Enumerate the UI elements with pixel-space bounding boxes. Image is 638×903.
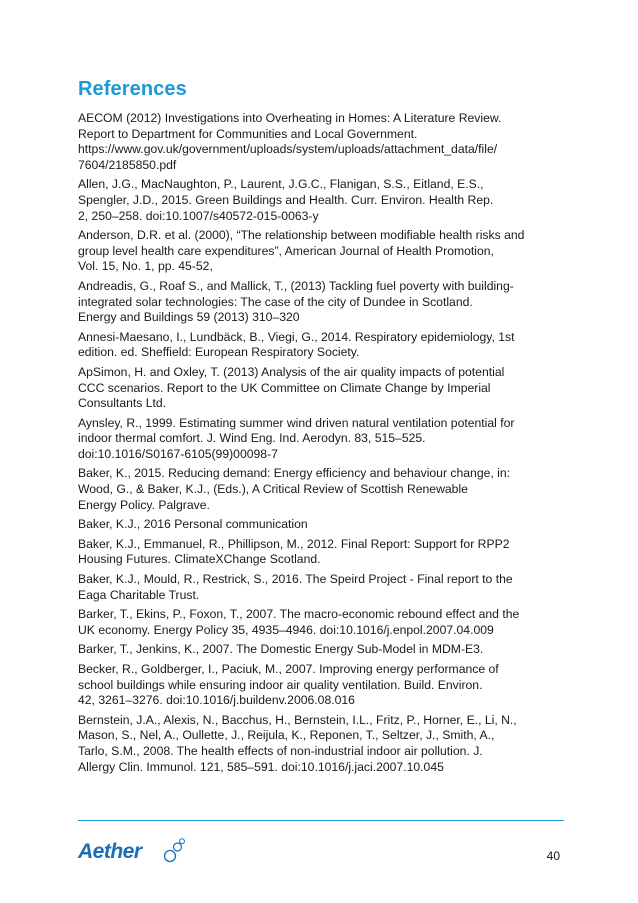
reference-line: Allergy Clin. Immunol. 121, 585–591. doi:10.1016/j.jaci.2007.10.045: [78, 759, 444, 774]
reference-entry: [78, 662, 562, 709]
page-number: 40: [546, 849, 560, 863]
reference-line: AECOM (2012) Investigations into Overheating in Homes: A Literature Review.: [78, 111, 502, 125]
reference-line: Spengler, J.D., 2015. Green Buildings and Health. Curr. Environ. Health Rep.: [78, 192, 494, 207]
reference-line: Becker, R., Goldberger, I., Paciuk, M., 2007. Improving energy performance of: [78, 662, 499, 676]
reference-line: Report to Department for Communities and Local Government.: [78, 126, 418, 141]
reference-line: 42, 3261–3276. doi:10.1016/j.buildenv.2006.08.016: [78, 693, 355, 708]
logo-wordmark: Aether: [78, 840, 142, 863]
reference-line: Annesi-Maesano, I., Lundbäck, B., Viegi, G., 2014. Respiratory epidemiology, 1st: [78, 329, 515, 344]
reference-line: Energy Policy. Palgrave.: [78, 497, 210, 512]
reference-line: Housing Futures. ClimateXChange Scotland.: [78, 552, 321, 567]
reference-entry: [78, 330, 562, 361]
reference-list: [78, 111, 562, 779]
reference-line: Baker, K.J., 2016 Personal communication: [78, 517, 308, 532]
reference-entry: [78, 607, 562, 638]
reference-entry: [78, 111, 562, 173]
reference-entry: [78, 642, 562, 658]
reference-line: Vol. 15, No. 1, pp. 45-52,: [78, 259, 213, 274]
reference-line: 2, 250–258. doi:10.1007/s40572-015-0063-y: [78, 208, 319, 223]
reference-line: Baker, K.J., Mould, R., Restrick, S., 2016. The Speird Project - Final report to the: [78, 572, 513, 587]
reference-entry: [78, 537, 562, 568]
reference-line: Bernstein, J.A., Alexis, N., Bacchus, H., Bernstein, I.L., Fritz, P., Horner, E., Li, N.,: [78, 712, 517, 727]
reference-line: Energy and Buildings 59 (2013) 310–320: [78, 310, 300, 325]
reference-line: ApSimon, H. and Oxley, T. (2013) Analysis of the air quality impacts of potential: [78, 364, 505, 379]
reference-line: edition. ed. Sheffield: European Respiratory Society.: [78, 345, 360, 360]
reference-line: Aynsley, R., 1999. Estimating summer wind driven natural ventilation potential for: [78, 415, 515, 430]
reference-line: group level health care expenditures”, American Journal of Health Promotion,: [78, 243, 494, 258]
reference-line: integrated solar technologies: The case of the city of Dundee in Scotland.: [78, 294, 473, 309]
reference-line: Mason, S., Nel, A., Oullette, J., Reijula, K., Reponen, T., Seltzer, J., Smith, A.,: [78, 728, 495, 743]
reference-entry: [78, 466, 562, 513]
reference-line: Consultants Ltd.: [78, 396, 167, 411]
reference-line: UK economy. Energy Policy 35, 4935–4946. doi:10.1016/j.enpol.2007.04.009: [78, 622, 494, 637]
reference-line: Eaga Charitable Trust.: [78, 587, 200, 602]
reference-entry: [78, 279, 562, 326]
reference-line: CCC scenarios. Report to the UK Committee on Climate Change by Imperial: [78, 380, 491, 395]
page-heading: References: [78, 78, 187, 100]
reference-line: school buildings while ensuring indoor air quality ventilation. Build. Environ.: [78, 677, 483, 692]
reference-line: indoor thermal comfort. J. Wind Eng. Ind. Aerodyn. 83, 515–525.: [78, 431, 426, 446]
reference-line: Tarlo, S.M., 2008. The health effects of non-industrial indoor air pollution. J.: [78, 743, 483, 758]
footer-divider: [78, 820, 564, 821]
reference-entry: [78, 228, 562, 275]
reference-line: Baker, K.J., Emmanuel, R., Phillipson, M., 2012. Final Report: Support for RPP2: [78, 536, 510, 551]
reference-line: https://www.gov.uk/government/uploads/system/uploads/attachment_data/file/: [78, 142, 498, 157]
reference-entry: [78, 177, 562, 224]
reference-entry: [78, 416, 562, 463]
reference-entry: [78, 517, 562, 533]
aether-logo: [78, 838, 188, 868]
reference-line: doi:10.1016/S0167-6105(99)00098-7: [78, 446, 278, 461]
reference-entry: [78, 713, 562, 775]
reference-line: Andreadis, G., Roaf S., and Mallick, T., (2013) Tackling fuel poverty with building-: [78, 278, 514, 293]
reference-line: 7604/2185850.pdf: [78, 157, 177, 172]
reference-line: Baker, K., 2015. Reducing demand: Energy efficiency and behaviour change, in:: [78, 466, 511, 481]
reference-line: Barker, T., Ekins, P., Foxon, T., 2007. The macro-economic rebound effect and the: [78, 607, 520, 622]
reference-line: Barker, T., Jenkins, K., 2007. The Domestic Energy Sub-Model in MDM-E3.: [78, 642, 484, 657]
reference-entry: [78, 572, 562, 603]
reference-line: Wood, G., & Baker, K.J., (Eds.), A Critical Review of Scottish Renewable: [78, 482, 468, 497]
reference-line: Allen, J.G., MacNaughton, P., Laurent, J.G.C., Flanigan, S.S., Eitland, E.S.,: [78, 177, 484, 192]
reference-line: Anderson, D.R. et al. (2000), “The relationship between modifiable health risks and: [78, 228, 525, 243]
bubbles-icon: [162, 838, 186, 864]
reference-entry: [78, 365, 562, 412]
